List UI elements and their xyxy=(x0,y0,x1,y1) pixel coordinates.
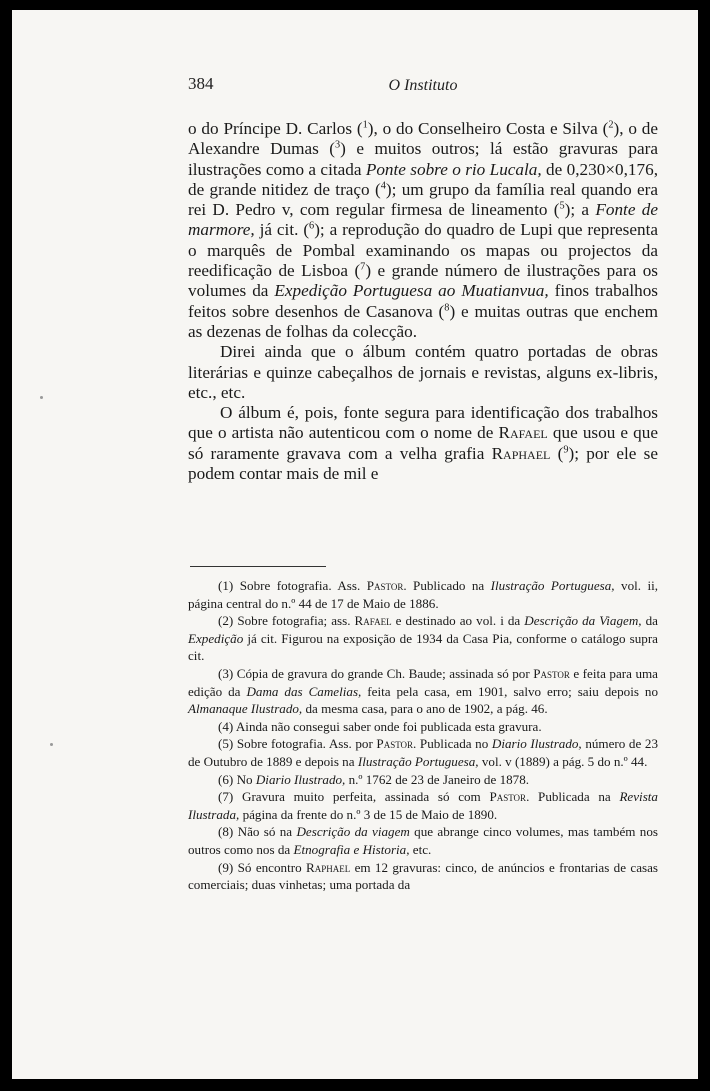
footnote-1: (1) Sobre fotografia. Ass. Pastor. Publicado na Ilustração Portuguesa, vol. ii, página central do n.º 44 de 17 de Maio de 1886. xyxy=(188,578,659,611)
footnote-ref: 6 xyxy=(309,220,315,232)
paragraph-3: O álbum é, pois, fonte segura para identificação dos trabalhos que o artista não autenticou com o nome de Rafael que usou e que só raramente gravava com a velha grafia Raphael ($^9$); por ele se podem contar mais de mil e xyxy=(188,403,658,484)
name-smallcaps: Rafael xyxy=(498,423,548,443)
footnote-ref: 4 xyxy=(380,180,386,192)
footnote-ref: 2 xyxy=(608,119,614,131)
paragraph-1: o do Príncipe D. Carlos ($^1$), o do Conselheiro Costa e Silva ($^2$), o de Alexandre Dumas ($^3$) e muitos outros; lá estão gravuras para ilustrações como a citada Ponte sobre o rio Lucala, de 0,230×0,176, de grande nitidez de traço ($^4$); um grupo da família real quando era rei D. Pedro v, com regular firmesa de lineamento ($^5$); a Fonte de marmore, já cit. ($^6$); a reprodução do quadro de Lupi que representa o marquês de Pombal examinando os mapas ou projectos da reedificação de Lisboa ($^7$) e grande número de ilustrações para os volumes da Expedição Portuguesa ao Muatianvua, finos trabalhos feitos sobre desenhos de Casanova ($^8$) e muitas outras que enchem as dezenas de folhas da colecção. xyxy=(188,119,658,341)
footnote-ref: 3 xyxy=(335,139,341,151)
main-text xyxy=(188,119,658,484)
footnote-7: (7) Gravura muito perfeita, assinada só com Pastor. Publicada na Revista Ilustrada, página da frente do n.º 3 de 15 de Maio de 1890. xyxy=(188,789,658,822)
scan-speck xyxy=(40,396,43,399)
running-title: O Instituto xyxy=(388,77,458,94)
footnote-separator xyxy=(190,566,326,567)
name-smallcaps: Raphael xyxy=(491,443,551,463)
scan-speck xyxy=(50,743,53,746)
footnote-ref: 8 xyxy=(444,301,450,313)
title-italic: Fonte de marmore, xyxy=(188,200,658,240)
footnote-6: (6) No Diario Ilustrado, n.º 1762 de 23 de Janeiro de 1878. xyxy=(218,771,530,787)
title-italic: Ponte sobre o rio Lucala, xyxy=(365,159,542,179)
footnote-5: (5) Sobre fotografia. Ass. por Pastor. Publicada no Diario Ilustrado, número de 23 de Outubro de 1889 e depois na Ilustração Portuguesa, vol. v (1889) a pág. 5 do n.º 44. xyxy=(188,736,658,769)
footnote-4: (4) Ainda não consegui saber onde foi publicada esta gravura. xyxy=(218,718,542,734)
title-italic: Expedição Portuguesa ao Muatianvua, xyxy=(274,281,549,301)
footnote-9: (9) Só encontro Raphael em 12 gravuras: cinco, de anúncios e frontarias de casas comerciais; duas vinhetas; uma portada da xyxy=(188,859,659,893)
footnote-3: (3) Cópia de gravura do grande Ch. Baude; assinada só por Pastor e feita para uma edição da Dama das Camelias, feita pela casa, em 1901, salvo erro; saiu depois no Almanaque Ilustrado, da mesma casa, para o ano de 1902, a pág. 46. xyxy=(188,665,658,717)
footnote-ref: 5 xyxy=(559,200,565,212)
paragraph-2: Direi ainda que o álbum contém quatro portadas de obras literárias e quinze cabeçalhos de jornais e revistas, alguns ex-libris, etc., etc. xyxy=(188,342,658,402)
footnotes xyxy=(188,577,658,894)
page-number: 384 xyxy=(188,74,214,93)
footnote-ref: 7 xyxy=(360,261,366,273)
footnote-8: (8) Não só na Descrição da viagem que abrange cinco volumes, mas também nos outros como nos da Etnografia e Historia, etc. xyxy=(188,824,658,857)
footnote-2: (2) Sobre fotografia; ass. Rafael e destinado ao vol. i da Descrição da Viagem, da Expedição já cit. Figurou na exposição de 1934 da Casa Pia, conforme o catálogo supra cit. xyxy=(188,613,658,664)
footnote-ref: 1 xyxy=(362,119,368,131)
page-header xyxy=(188,70,658,100)
footnote-ref: 9 xyxy=(563,444,569,456)
